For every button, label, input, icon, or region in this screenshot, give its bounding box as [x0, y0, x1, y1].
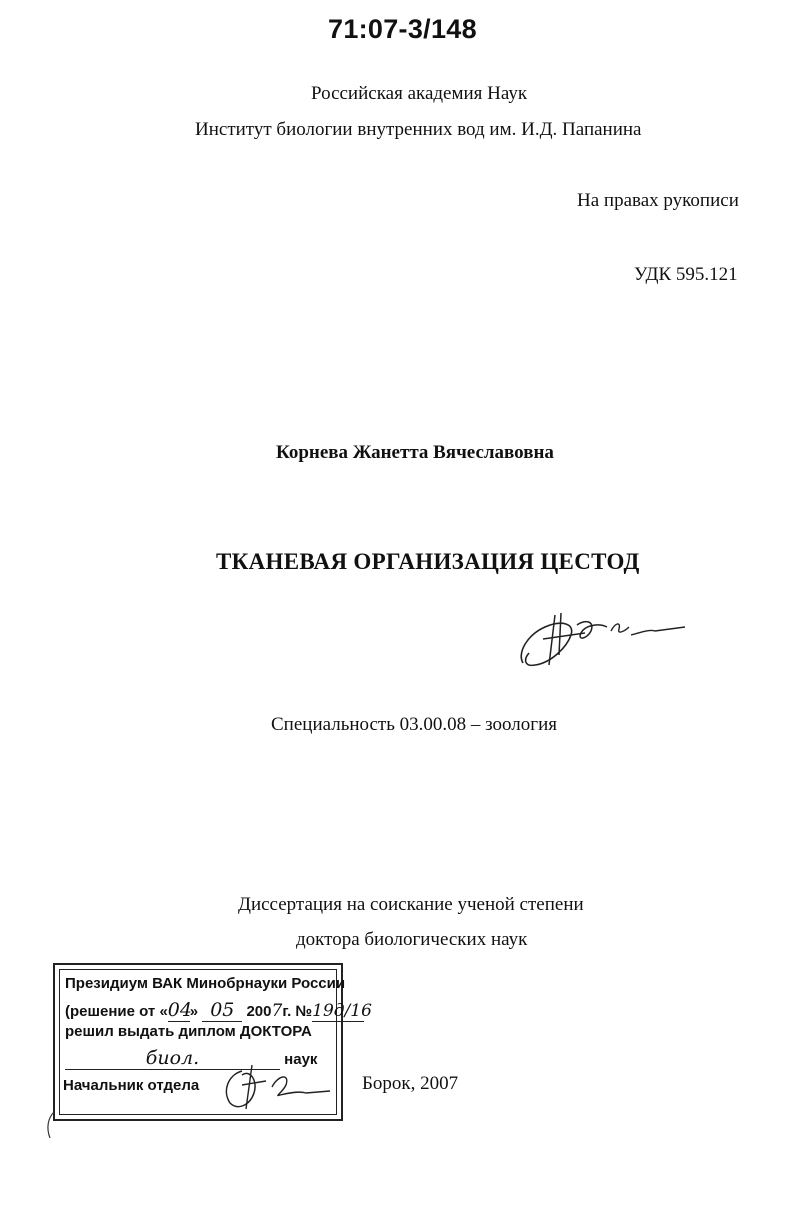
institute-name: Институт биологии внутренних вод им. И.Д. Папанина — [195, 119, 642, 140]
manuscript-rights: На правах рукописи — [577, 190, 739, 211]
dissertation-title: ТКАНЕВАЯ ОРГАНИЗАЦИЯ ЦЕСТОД — [216, 549, 640, 574]
degree-line-2: доктора биологических наук — [296, 929, 528, 950]
stamp-number: 19д/16 — [312, 1001, 372, 1021]
stamp-decision-line — [65, 999, 372, 1022]
stamp-year-digit: 7 — [271, 1001, 283, 1021]
scan-mark — [44, 1110, 58, 1140]
stamp-line-3: решил выдать диплом ДОКТОРА — [65, 1023, 312, 1040]
stamp-quote-close: » — [189, 1003, 199, 1020]
stamp-signature — [220, 1061, 335, 1113]
stamp-year-prefix: 200 — [246, 1003, 272, 1020]
stamp-head-label: Начальник отдела — [63, 1077, 200, 1094]
author-signature — [515, 605, 690, 675]
specialty: Специальность 03.00.08 – зоология — [271, 714, 557, 735]
author-name: Корнева Жанетта Вячеславовна — [276, 442, 554, 463]
degree-line-1: Диссертация на соискание ученой степени — [238, 894, 584, 915]
stamp-field-suffix: наук — [284, 1051, 318, 1068]
stamp-decision-prefix: (решение от « — [65, 1003, 168, 1020]
place-year: Борок, 2007 — [362, 1073, 459, 1094]
stamp-field: биол. — [65, 1047, 280, 1070]
stamp-day: 04 — [167, 999, 192, 1021]
stamp-month: 05 — [202, 999, 242, 1022]
udc-code: УДК 595.121 — [634, 264, 738, 285]
stamp-line-1: Президиум ВАК Минобрнауки России — [65, 975, 346, 992]
vak-stamp — [53, 963, 372, 1121]
academy-name: Российская академия Наук — [311, 83, 528, 104]
stamp-year-suffix: г. № — [282, 1003, 313, 1020]
document-code: 71:07-3/148 — [328, 14, 477, 44]
